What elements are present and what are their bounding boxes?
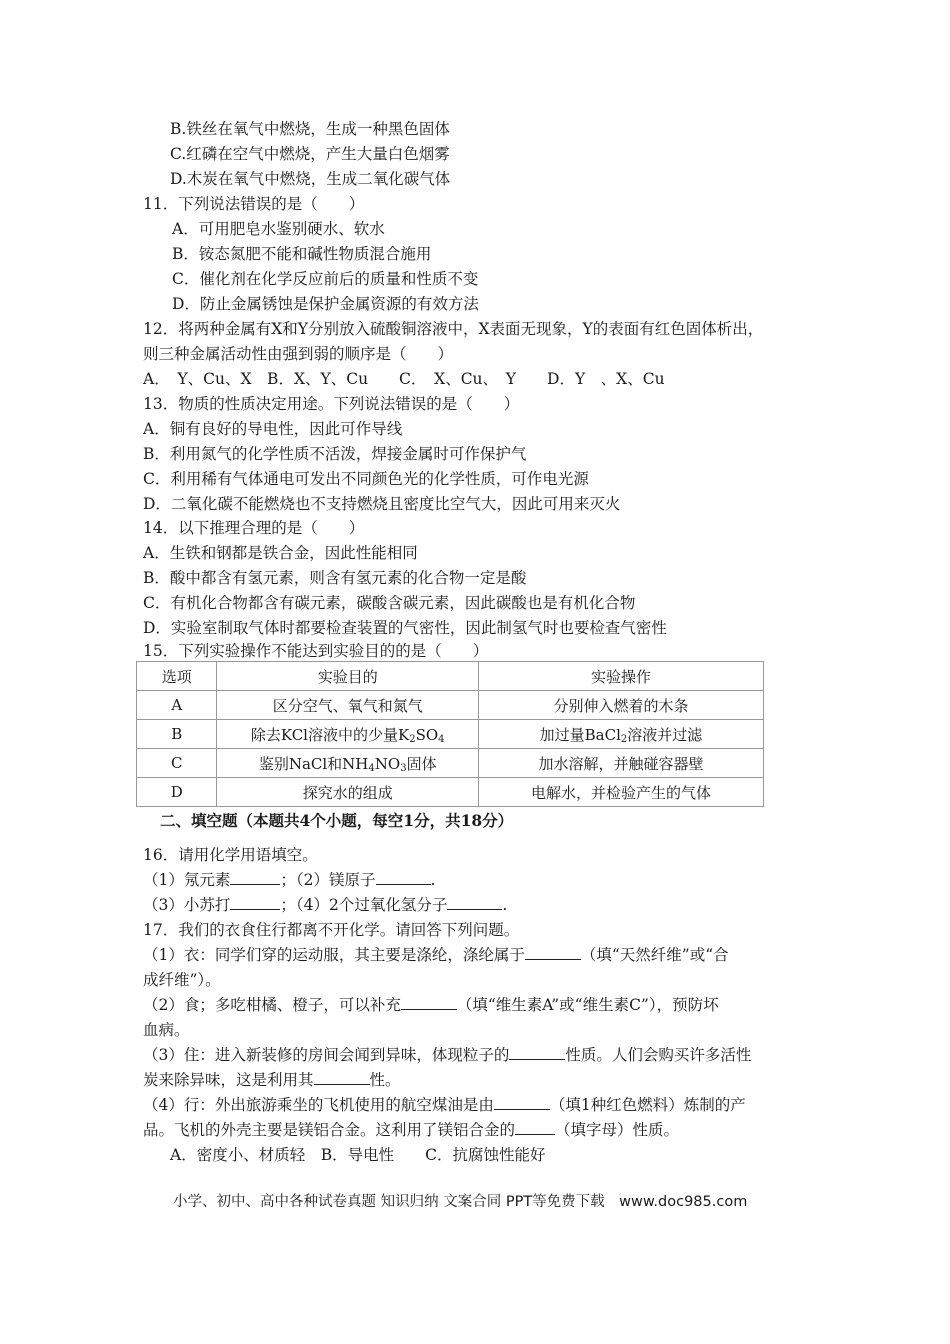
answer-blank[interactable] — [515, 1120, 555, 1135]
q14-option-a: A．生铁和钢都是铁合金，因此性能相同 — [143, 544, 418, 562]
table-row — [137, 691, 764, 720]
q17-part4-line1: （4）行：外出旅游乘坐的飞机使用的航空煤油是由 （填1种红色燃料）炼制的产 — [143, 1096, 746, 1114]
row-goal: 区分空气、氧气和氮气 — [217, 691, 478, 720]
q12-stem-line2: 则三种金属活动性由强到弱的顺序是（ ） — [143, 345, 454, 363]
q17-part2-line2: 血病。 — [143, 1021, 190, 1039]
row-goal: 探究水的组成 — [217, 778, 478, 807]
q13-option-b: B．利用氮气的化学性质不活泼，焊接金属时可作保护气 — [143, 445, 527, 463]
table-row — [137, 778, 764, 807]
row-goal: 鉴别NaCl和$NH_4NO_3$固体 — [217, 749, 478, 778]
q16-line1: （1）氖元素 ；（2）镁原子 . — [143, 871, 436, 889]
row-goal: 除去KCl溶液中的少量$K_2SO_4$ — [217, 720, 478, 749]
table-row — [137, 720, 764, 749]
answer-blank[interactable] — [401, 995, 457, 1010]
q17-part1-line1: （1）衣：同学们穿的运动服，其主要是涤纶，涤纶属于 （填“天然纤维”或“合 — [143, 946, 729, 964]
table-row — [137, 749, 764, 778]
q10-option-c: C.红磷在空气中燃烧，产生大量白色烟雾 — [170, 145, 450, 163]
q16-line2: （3）小苏打 ；（4）2个过氧化氢分子 . — [143, 896, 508, 914]
row-operation: 加过量BaCl$_2$溶液并过滤 — [478, 720, 763, 749]
q10-option-d: D.木炭在氧气中燃烧，生成二氧化碳气体 — [170, 170, 451, 188]
answer-blank[interactable] — [314, 1070, 370, 1085]
q17-part3-line2: 炭来除异味，这是利用其 性。 — [143, 1071, 401, 1089]
q10-option-b: B.铁丝在氧气中燃烧，生成一种黑色固体 — [170, 120, 450, 138]
q11-option-b: B．铵态氮肥不能和碱性物质混合施用 — [172, 245, 432, 263]
row-option: A — [137, 691, 217, 720]
table-header-row — [137, 662, 764, 691]
row-option: B — [137, 720, 217, 749]
answer-blank[interactable] — [447, 895, 502, 910]
q17-part4-line2: 品。飞机的外壳主要是镁铝合金。这利用了镁铝合金的 （填字母）性质。 — [143, 1121, 680, 1139]
answer-blank[interactable] — [509, 1045, 565, 1060]
q13-option-d: D．二氧化碳不能燃烧也不支持燃烧且密度比空气大，因此可用来灭火 — [143, 495, 621, 513]
q11-option-d: D．防止金属锈蚀是保护金属资源的有效方法 — [172, 295, 479, 313]
q17-part1-line2: 成纤维”）。 — [143, 971, 221, 989]
header-goal: 实验目的 — [217, 662, 478, 691]
row-option: D — [137, 778, 217, 807]
q12-options: A． Y、Cu、X B．X、Y、Cu C． X、Cu、 Y D．Y 、X、Cu — [143, 370, 665, 388]
q13-option-c: C．利用稀有气体通电可发出不同颜色光的化学性质，可作电光源 — [143, 470, 589, 488]
q15-stem: 15．下列实验操作不能达到实验目的的是（ ） — [143, 642, 489, 660]
row-operation: 分别伸入燃着的木条 — [478, 691, 763, 720]
q14-option-b: B．酸中都含有氢元素，则含有氢元素的化合物一定是酸 — [143, 569, 527, 587]
q13-option-a: A．铜有良好的导电性，因此可作导线 — [143, 420, 403, 438]
answer-blank[interactable] — [376, 870, 431, 885]
q14-option-d: D．实验室制取气体时都要检查装置的气密性，因此制氢气时也要检查气密性 — [143, 619, 667, 637]
section-2-heading: 二、填空题（本题共4个小题，每空1分，共18分） — [160, 811, 514, 830]
header-option: 选项 — [137, 662, 217, 691]
q14-option-c: C．有机化合物都含有碳元素，碳酸含碳元素，因此碳酸也是有机化合物 — [143, 594, 636, 612]
q11-option-a: A．可用肥皂水鉴别硬水、软水 — [172, 220, 385, 238]
q13-stem: 13．物质的性质决定用途。下列说法错误的是（ ） — [143, 395, 520, 413]
row-operation: 电解水，并检验产生的气体 — [478, 778, 763, 807]
row-operation: 加水溶解，并触碰容器壁 — [478, 749, 763, 778]
page-footer: 小学、初中、高中各种试卷真题 知识归纳 文案合同 PPT等免费下载 www.doc985.com — [173, 1194, 748, 1210]
q11-option-c: C．催化剂在化学反应前后的质量和性质不变 — [172, 270, 479, 288]
q17-part2-line1: （2）食；多吃柑橘、橙子，可以补充 （填“维生素A”或“维生素C”），预防坏 — [143, 996, 719, 1014]
answer-blank[interactable] — [230, 870, 280, 885]
answer-blank[interactable] — [230, 895, 280, 910]
q15-table — [136, 661, 764, 807]
q17-options: A．密度小、材质轻 B．导电性 C．抗腐蚀性能好 — [170, 1146, 546, 1164]
q17-part3-line1: （3）住：进入新装修的房间会闻到异味，体现粒子的 性质。人们会购买许多活性 — [143, 1046, 752, 1064]
header-operation: 实验操作 — [478, 662, 763, 691]
q16-stem: 16．请用化学用语填空。 — [143, 846, 318, 864]
answer-blank[interactable] — [525, 945, 581, 960]
q11-stem: 11．下列说法错误的是（ ） — [143, 195, 365, 213]
row-option: C — [137, 749, 217, 778]
q17-stem: 17．我们的衣食住行都离不开化学。请回答下列问题。 — [143, 921, 520, 939]
q12-stem-line1: 12．将两种金属有X和Y分别放入硫酸铜溶液中，X表面无现象，Y的表面有红色固体析出， — [143, 320, 764, 338]
answer-blank[interactable] — [494, 1095, 550, 1110]
q14-stem: 14．以下推理合理的是（ ） — [143, 519, 365, 537]
